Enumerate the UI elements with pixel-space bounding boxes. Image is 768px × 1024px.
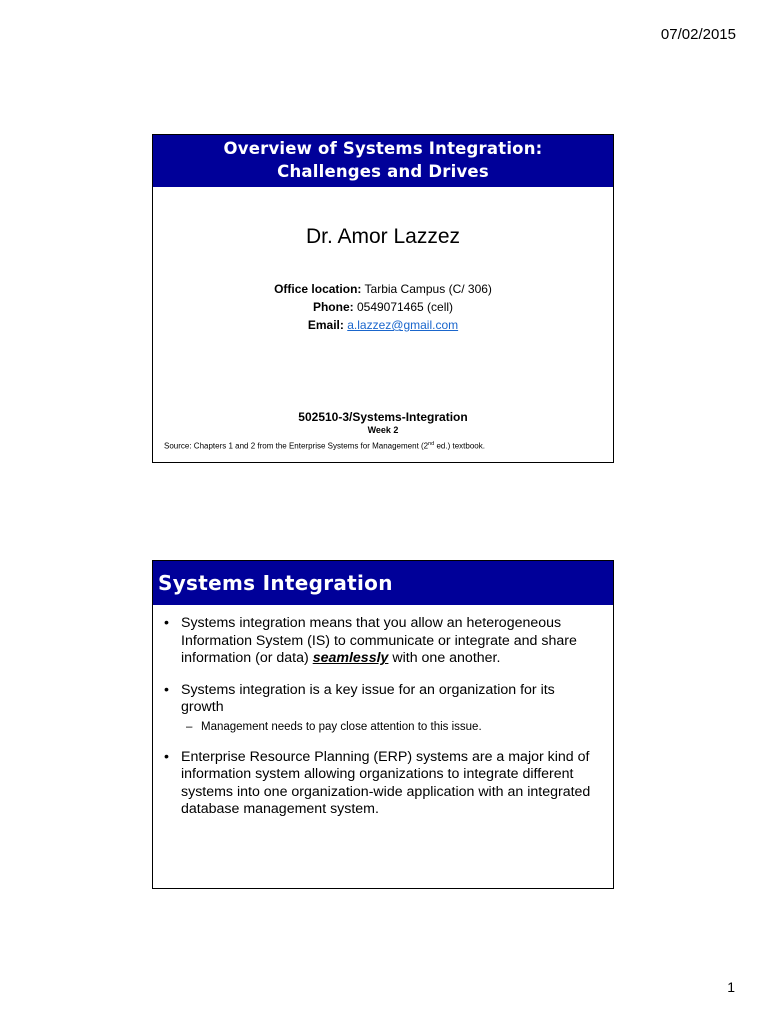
phone-label: Phone: <box>312 300 354 314</box>
source-superscript: nd <box>428 441 435 447</box>
email-label: Email: <box>307 318 344 332</box>
bullet-text: Systems integration is a key issue for an organization for its growth <box>181 681 555 715</box>
source-suffix: ed.) textbook. <box>434 441 485 451</box>
phone-value: 0549071465 (cell) <box>356 300 454 314</box>
sub-bullet-item <box>181 720 595 735</box>
page-date: 07/02/2015 <box>660 26 736 43</box>
phone <box>153 298 613 316</box>
title-slide <box>152 134 614 463</box>
bullet-text: Enterprise Resource Planning (ERP) systems are a major kind of information system allowing organizations to integrate different systems into one organization-wide application with an integrated database management system. <box>181 748 591 817</box>
bullet-item <box>153 682 613 735</box>
office-location <box>153 280 613 298</box>
slide-title-line-1: Overview of Systems Integration: <box>223 139 543 158</box>
email <box>153 316 613 334</box>
sub-bullet-list <box>181 720 595 735</box>
source-note <box>164 441 485 451</box>
sub-bullet-text: Management needs to pay close attention to this issue. <box>201 720 482 733</box>
office-label: Office location: <box>274 282 362 296</box>
bullet-item <box>153 749 613 819</box>
week-label: Week 2 <box>367 425 399 435</box>
presenter-name: Dr. Amor Lazzez <box>305 225 461 248</box>
page-number: 1 <box>727 979 735 995</box>
slide-title-bar <box>153 135 613 187</box>
sub-bullet-marker: – <box>186 720 193 733</box>
bullet-marker: • <box>164 681 169 698</box>
bullet-item <box>153 615 613 668</box>
bullet-marker: • <box>164 615 169 631</box>
slide-title-bar: Systems Integration <box>153 561 613 605</box>
email-link[interactable]: a.lazzez@gmail.com <box>347 318 459 332</box>
slide-title-line-2: Challenges and Drives <box>277 162 489 181</box>
content-slide <box>152 560 614 889</box>
bullet-list <box>153 605 613 819</box>
source-prefix: Source: Chapters 1 and 2 from the Enterprise Systems for Management (2 <box>164 441 429 451</box>
office-value: Tarbia Campus (C/ 306) <box>364 282 492 296</box>
bullet-text: Systems integration means that you allow an heterogeneous Information System (IS) to communicate or integrate and share information (or data) <box>181 615 577 666</box>
emphasis-text: seamlessly <box>312 650 389 666</box>
bullet-marker: • <box>164 748 169 765</box>
bullet-text: with one another. <box>388 650 501 666</box>
contact-info <box>153 280 613 334</box>
course-code: 502510-3/Systems-Integration <box>298 410 468 424</box>
